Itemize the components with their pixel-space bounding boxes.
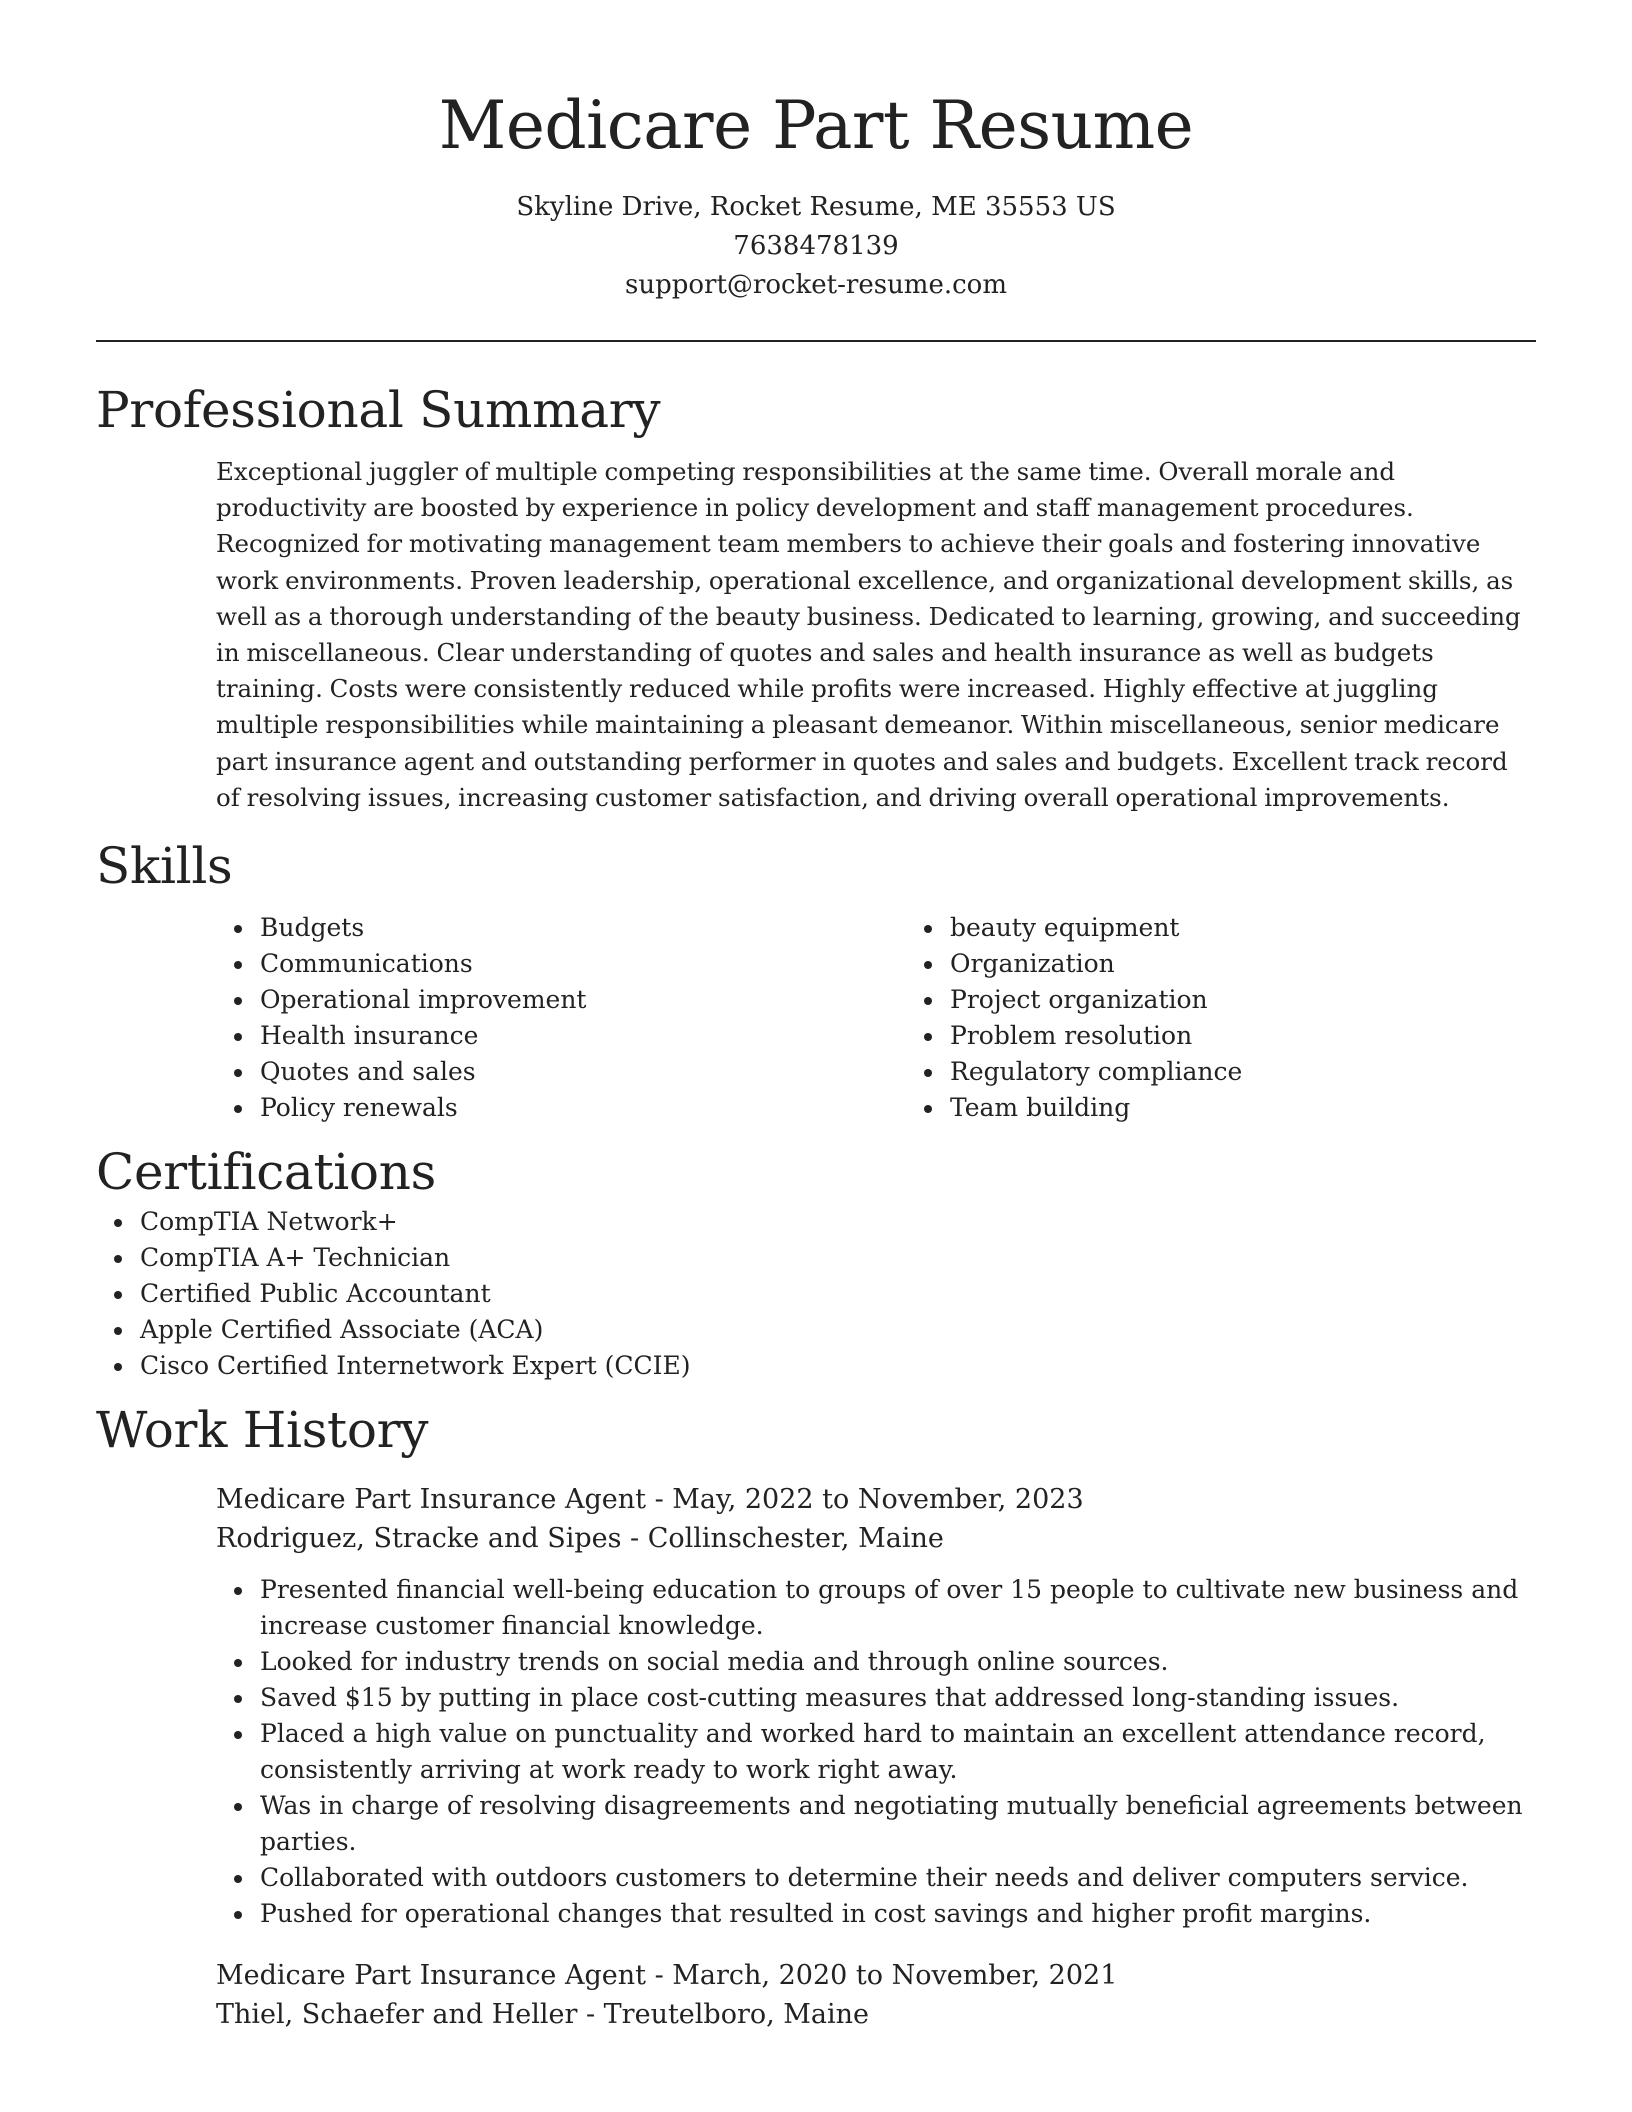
certification-item: • Apple Certified Associate (ACA) bbox=[136, 1312, 1536, 1348]
skill-item: • Project organization bbox=[946, 982, 1596, 1018]
certification-item: • CompTIA Network+ bbox=[136, 1204, 1536, 1240]
skill-item: • beauty equipment bbox=[946, 910, 1596, 946]
resume-header bbox=[96, 0, 1536, 305]
summary-text: Exceptional juggler of multiple competing responsibilities at the same time. Overall morale and productivity are boosted by experience in policy development and staff management procedures. Recognized for motivating management team members to achieve their goals and fostering innovative work environments. Proven leadership, operational excellence, and organizational development skills, as well as a thorough understanding of the beauty business. Dedicated to learning, growing, and succeeding in miscellaneous. Clear understanding of quotes and sales and health insurance as well as budgets training. Costs were consistently reduced while profits were increased. Highly effective at juggling multiple responsibilities while maintaining a pleasant demeanor. Within miscellaneous, senior medicare part insurance agent and outstanding performer in quotes and sales and budgets. Excellent track record of resolving issues, increasing customer satisfaction, and driving overall operational improvements. bbox=[216, 457, 1521, 812]
skill-item: • Quotes and sales bbox=[256, 1054, 906, 1090]
certification-item: • Certified Public Accountant bbox=[136, 1276, 1536, 1312]
job-duty-item: • Was in charge of resolving disagreements and negotiating mutually beneficial agreements between parties. bbox=[256, 1788, 1536, 1860]
job-company: Thiel, Schaefer and Heller - Treutelboro, Maine bbox=[216, 1999, 870, 2031]
job-duty-item: • Presented financial well-being education to groups of over 15 people to cultivate new business and increase customer financial knowledge. bbox=[256, 1572, 1536, 1644]
job-duty-item: • Pushed for operational changes that resulted in cost savings and higher profit margins. bbox=[256, 1896, 1536, 1932]
resume-title: Medicare Part Resume bbox=[438, 87, 1194, 164]
address: Skyline Drive, Rocket Resume, ME 35553 US bbox=[516, 192, 1116, 222]
job-company: Rodriguez, Stracke and Sipes - Collinschester, Maine bbox=[216, 1523, 944, 1555]
skills-column-right bbox=[906, 910, 1596, 1126]
contact-block bbox=[96, 188, 1536, 305]
skills-heading: Skills bbox=[96, 837, 233, 896]
job-duties bbox=[216, 1572, 1536, 1932]
skill-item: • Budgets bbox=[256, 910, 906, 946]
skill-item: • Problem resolution bbox=[946, 1018, 1596, 1054]
job-position: Medicare Part Insurance Agent - March, 2020 to November, 2021 bbox=[216, 1960, 1118, 1992]
skill-item: • Regulatory compliance bbox=[946, 1054, 1596, 1090]
skill-item: • Communications bbox=[256, 946, 906, 982]
job-entry bbox=[216, 1956, 1536, 2034]
skill-item: • Organization bbox=[946, 946, 1596, 982]
certifications-heading: Certifications bbox=[96, 1143, 436, 1202]
skill-item: • Policy renewals bbox=[256, 1090, 906, 1126]
skill-item: • Health insurance bbox=[256, 1018, 906, 1054]
job-duty-item: • Looked for industry trends on social media and through online sources. bbox=[256, 1644, 1536, 1680]
job-duty-item: • Placed a high value on punctuality and worked hard to maintain an excellent attendance record, consistently arriving at work ready to work right away. bbox=[256, 1716, 1536, 1788]
skill-item: • Operational improvement bbox=[256, 982, 906, 1018]
skills-column-left bbox=[216, 910, 906, 1126]
certification-item: • Cisco Certified Internetwork Expert (CCIE) bbox=[136, 1348, 1536, 1384]
job-duty-item: • Saved $15 by putting in place cost-cutting measures that addressed long-standing issues. bbox=[256, 1680, 1536, 1716]
skills-list bbox=[216, 910, 1536, 1126]
work-history-heading: Work History bbox=[96, 1401, 429, 1460]
header-divider bbox=[96, 340, 1536, 342]
phone: 7638478139 bbox=[733, 231, 899, 261]
skill-item: • Team building bbox=[946, 1090, 1596, 1126]
job-duty-item: • Collaborated with outdoors customers to determine their needs and deliver computers service. bbox=[256, 1860, 1536, 1896]
certifications-list bbox=[96, 1204, 1536, 1384]
job-entry bbox=[216, 1480, 1536, 1932]
summary-heading: Professional Summary bbox=[96, 381, 661, 439]
email: support@rocket-resume.com bbox=[624, 270, 1007, 300]
certification-item: • CompTIA A+ Technician bbox=[136, 1240, 1536, 1276]
job-position: Medicare Part Insurance Agent - May, 2022 to November, 2023 bbox=[216, 1484, 1084, 1516]
